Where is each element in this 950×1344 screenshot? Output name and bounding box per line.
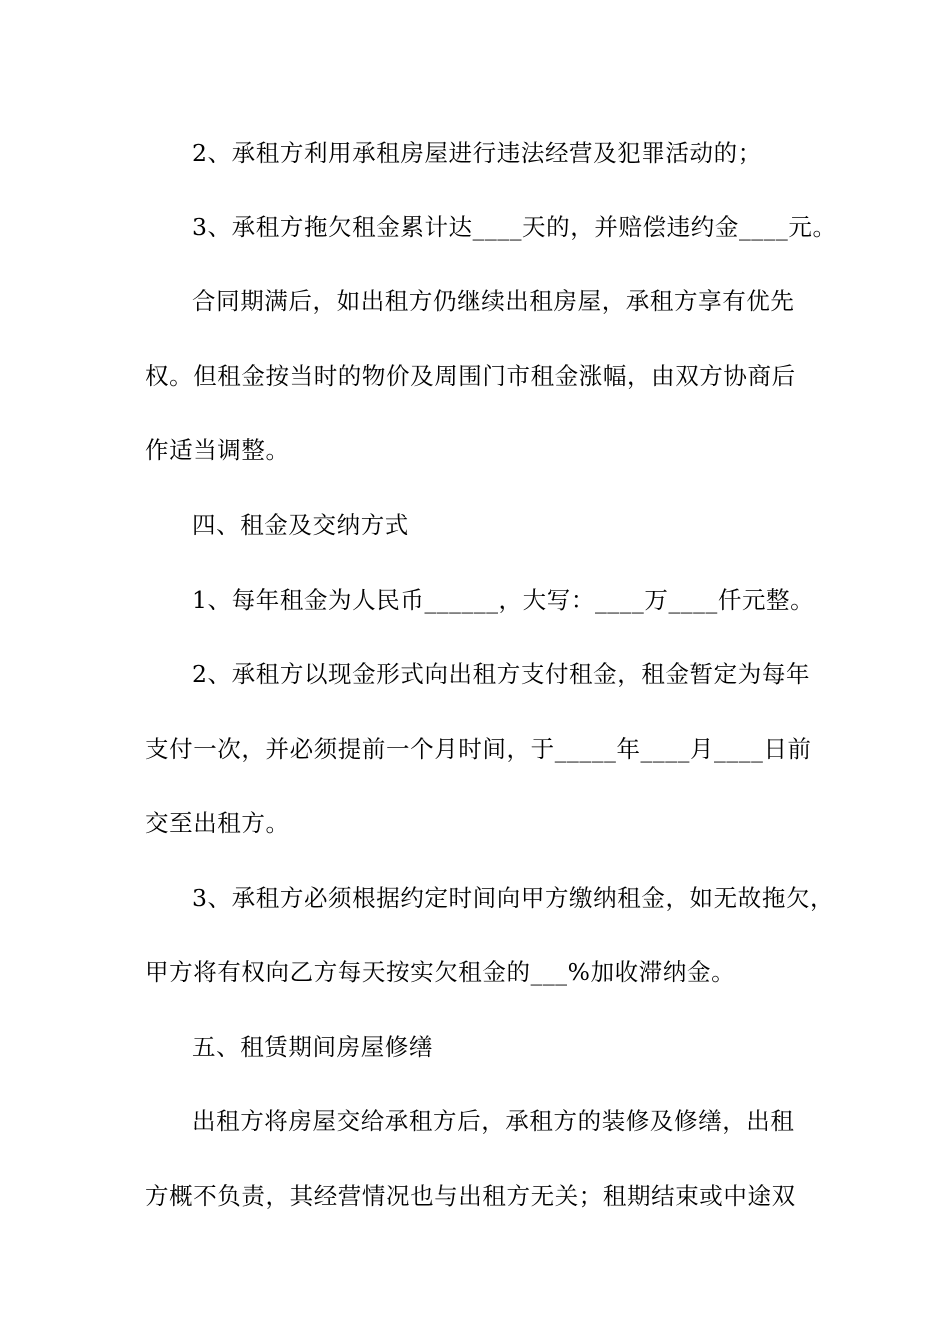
text-line-14: 出租方将房屋交给承租方后，承租方的装修及修缮，出租 [192,1107,795,1135]
text-line-5: 作适当调整。 [145,436,290,464]
text-line-7: 1、每年租金为人民币______，大写：____万____仟元整。 [192,586,815,614]
text-line-11: 3、承租方必须根据约定时间向甲方缴纳租金，如无故拖欠， [192,884,835,912]
text-line-12: 甲方将有权向乙方每天按实欠租金的___%加收滞纳金。 [145,958,736,986]
text-line-9: 支付一次，并必须提前一个月时间，于_____年____月____日前 [145,735,812,763]
text-line-10: 交至出租方。 [145,809,290,837]
section-heading-4: 四、租金及交纳方式 [192,511,409,539]
text-line-1: 2、承租方利用承租房屋进行违法经营及犯罪活动的； [192,139,762,167]
section-heading-5: 五、租赁期间房屋修缮 [192,1033,433,1061]
text-line-2: 3、承租方拖欠租金累计达____天的，并赔偿违约金____元。 [192,213,837,241]
text-line-15: 方概不负责，其经营情况也与出租方无关；租期结束或中途双 [145,1182,796,1210]
text-line-8: 2、承租方以现金形式向出租方支付租金，租金暂定为每年 [192,660,811,688]
text-line-3: 合同期满后，如出租方仍继续出租房屋，承租方享有优先 [192,287,795,315]
text-line-4: 权。但租金按当时的物价及周围门市租金涨幅，由双方协商后 [145,362,796,390]
